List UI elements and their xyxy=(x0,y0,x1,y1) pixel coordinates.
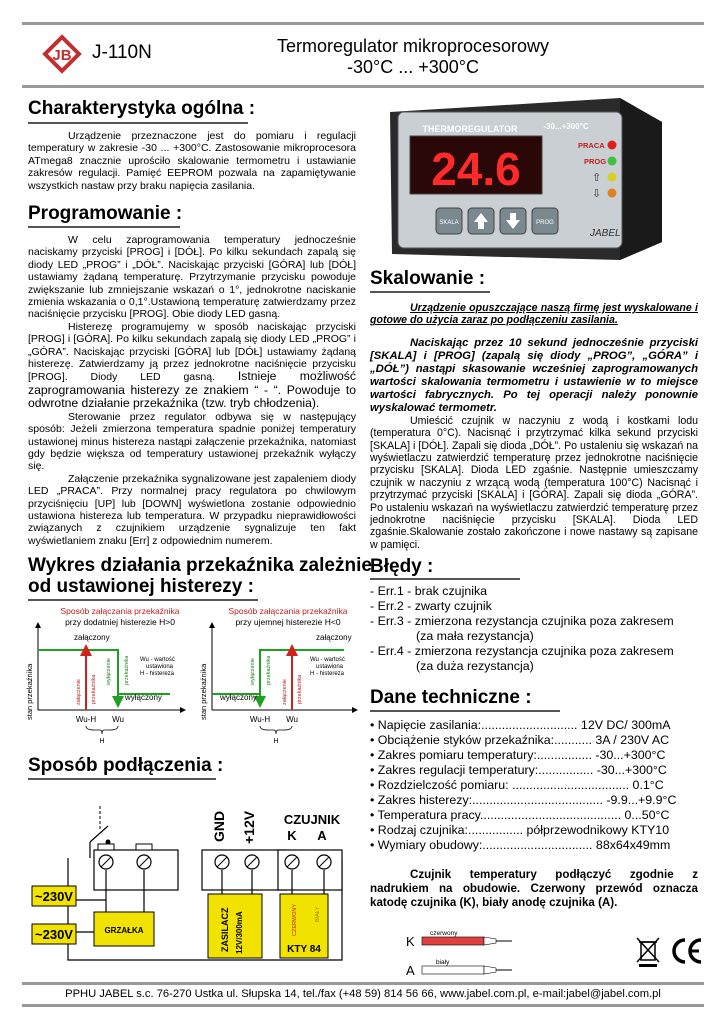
page-title-line2: -30°C ... +300°C xyxy=(347,57,479,77)
wire-red-text: czerwony xyxy=(430,930,458,937)
panel-title: THERMOREGULATOR xyxy=(422,124,518,134)
section-title-general: Charakterystyka ogólna : xyxy=(28,98,256,119)
left-y-label: stan przekaźnika xyxy=(25,663,34,720)
left-legend3: H - histereza xyxy=(140,671,175,677)
model-name: J-110N xyxy=(92,42,152,63)
scale-button-label: SKALA xyxy=(439,220,459,226)
led-down xyxy=(608,189,617,198)
left-legend1: Wu - wartość xyxy=(140,657,175,663)
left-on-label: załączony xyxy=(74,633,110,642)
left-arrow-off2: przekaźnika xyxy=(124,655,130,685)
psu-label2: 12V/300mA xyxy=(235,911,244,954)
scale-button[interactable] xyxy=(436,208,462,234)
sensor-wires xyxy=(400,922,520,980)
wire-k-label: K xyxy=(406,934,415,949)
section-title-programming: Programowanie : xyxy=(28,203,183,224)
error-item-detail: (za mała rezystancja) xyxy=(416,629,534,643)
left-arrow-on2: przekaźnika xyxy=(91,674,97,704)
right-off-label: wyłączony xyxy=(220,693,257,702)
right-arrow-on2: przekaźnika xyxy=(297,674,303,704)
tech-item: • Rodzaj czujnika:................ półprzewodnikowy KTY10 xyxy=(370,823,670,837)
tech-item: • Rozdzielczość pomiaru: .................................. 0.1°C xyxy=(370,778,664,792)
led-prog xyxy=(608,157,617,166)
temperature-display: 24.6 xyxy=(431,143,521,195)
left-arrow-off1: wyłączenie xyxy=(106,658,112,685)
logo-text: JB xyxy=(52,47,72,64)
errors-list xyxy=(370,584,674,674)
left-legend2: ustawiona xyxy=(146,664,174,670)
right-arrow-off2: przekaźnika xyxy=(266,655,272,685)
led-prog-label: PROG xyxy=(584,157,607,166)
section-title-errors: Błędy : xyxy=(370,556,434,577)
wire-white-text: biały xyxy=(436,959,450,966)
down-button[interactable] xyxy=(500,208,526,234)
right-on-label: załączony xyxy=(316,633,352,642)
section-title-wiring: Sposób podłączenia : xyxy=(28,755,224,776)
error-item: - Err.4 - zmierzona rezystancja czujnika poza zakresem xyxy=(370,644,674,658)
right-legend1: Wu - wartość xyxy=(310,657,345,663)
scaling-text: Urządzenie opuszczające naszą firmę jest wyskalowane i gotowe do użycia zaraz po podłączeniu zasilania. Naciskając przez 10 sekund jednocześnie przyciski [SKALA] i [PROG] (zapalą się diody „PROG”, „GÓRA” i „DÓŁ”) nastąpi skasowanie wcześniej zaprogramowanych wartości skalowania termometru i ustawienie w to miejsce wartości fabrycznych. Po tej operacji należy ponownie wyskalować termometr. Umieścić czujnik w naczyniu z wodą i kostkami lodu (temperatura 0°C). Nacisnąć i przytrzymać kilka sekund przyciski [SKALA] i [DÓŁ]. Zapali się dioda „DÓŁ”. Po ustaleniu się wskazań na wyświetlaczu zatwierdzić temperaturę przez jednokrotne naciśnięcie przycisku [SKALA]. Dioda LED zgaśnie. Następnie umieszczamy czujnik w naczyniu z wrzącą wodą (temperatura 100°C) Nacisnąć i przytrzymać przyciski [SKALA] i [GÓRA]. Zapali się dioda „GÓRA”. Po ustaleniu wskazań na wyświetlaczu zatwierdzić temperaturę przez jednokrotne naciśnięcie przycisku [SKALA]. Dioda LED zgaśnie.Skalowanie zostało zakończone i nowe nastawy są zapisane w pamięci. xyxy=(370,302,698,551)
wire-white-label: BIAŁY xyxy=(315,906,321,922)
psu-label1: ZASILACZ xyxy=(220,907,230,952)
page-title-line1: Termoregulator mikroprocesorowy xyxy=(276,36,550,56)
prog-button[interactable] xyxy=(532,208,558,234)
up-arrow-icon: ⇧ xyxy=(592,172,602,184)
panel-range: -30...+300°C xyxy=(543,122,589,131)
logo xyxy=(42,34,82,74)
right-legend3: H - histereza xyxy=(310,671,345,677)
error-item: - Err.1 - brak czujnika xyxy=(370,584,488,598)
section-title-scaling: Skalowanie : xyxy=(370,268,486,289)
left-caption1: Sposób załączania przekaźnika xyxy=(60,606,180,616)
mains1-label: ~230V xyxy=(35,889,73,904)
sensor-k-label: K xyxy=(287,828,297,843)
right-tick-wu: Wu xyxy=(286,715,298,724)
tech-list xyxy=(370,718,676,853)
mains2-label: ~230V xyxy=(35,927,73,942)
down-arrow-icon: ⇩ xyxy=(592,188,602,200)
sensor-a-label: A xyxy=(317,828,327,843)
tech-item: • Zakres histerezy:...................................... -9.9...+9.9°C xyxy=(370,793,677,807)
tech-item: • Temperatura pracy......................................... 0...50°C xyxy=(370,808,670,822)
left-arrow-on1: załączenie xyxy=(76,679,82,705)
led-up xyxy=(608,173,617,182)
right-caption2: przy ujemnej histerezie H<0 xyxy=(235,617,341,627)
gnd-label: GND xyxy=(211,810,227,842)
tech-item: • Zakres regulacji temperatury:................ -30...+300°C xyxy=(370,763,667,777)
right-arrow-on1: załączenie xyxy=(282,679,288,705)
led-work xyxy=(608,141,617,150)
left-caption2: przy dodatniej histerezie H>0 xyxy=(65,617,175,627)
error-item-detail: (za duża rezystancja) xyxy=(416,659,534,673)
weee-bin-icon xyxy=(634,934,662,968)
right-y-label: stan przekaźnika xyxy=(199,663,208,720)
led-work-label: PRACA xyxy=(578,141,605,150)
programming-text: W celu zaprogramowania temperatury jednocześnie naciskamy przyciski [PROG] i [DÓŁ]. Po kilku sekundach zapalą się diody LED „PROG” i „DÓŁ”. Naciskając przyciski [GÓRA] lub [DÓŁ] ustawiamy żądaną temperaturę. Przytrzymanie przycisku powoduje zwiększanie lub zmniejszanie wskazań o 1°, jednokrotne naciskanie zmienia wskazania o 0,1°.Ustawioną temperaturę zatwierdzamy przez naciśnięcie przycisku [PROG]. Obie diody LED gasną. Histerezę programujemy w sposób naciskając przyciski [PROG] i [GÓRA]. Po kilku sekundach zapalą się diody LED „PROG” i „GÓRA”. Naciskając przyciski [GÓRA] lub [DÓŁ] ustawiamy żądaną histerezę. Zatwierdzamy ją przez jednokrotne naciśnięcie przycisku [PROG]. Diody LED gasną. Istnieje możliwość zaprogramowania histerezy ze znakiem “ - “. Powoduje to odwrotne działanie przekaźnika (tzw. tryb chłodzenia). Sterowanie przez regulator odbywa się w następujący sposób: Jeżeli zmierzona temperatura spadnie poniżej temperatury ustawionej minus histereza nastąpi załączenie przekaźnika, natomiast gdy będzie większa od temperatury ustawionej przekaźnik wyłączy się. Załączenie przekaźnika sygnalizowane jest zapaleniem diody LED „PRACA”. Przy normalnej pracy regulatora po chwilowym przyciśnięciu [UP] lub [DOWN] wyświetlona zostanie odpowiednio ustawiona histereza lub temperatura. W przypadku nieprawidłowości związanych z czujnikiem urządzenie sygnalizuje ten fakt wyświetlaniem znaku [Err] z odpowiednim numerem. xyxy=(28,234,356,547)
left-off-label: wyłączony xyxy=(125,693,162,702)
sensor-label: CZUJNIK xyxy=(283,812,341,827)
tech-item: • Obciążenie styków przekaźnika:........... 3A / 230V AC xyxy=(370,733,670,747)
error-item: - Err.3 - zmierzona rezystancja czujnika poza zakresem xyxy=(370,614,674,628)
right-arrow-off1: wyłączenie xyxy=(250,658,256,685)
relay-charts xyxy=(20,600,360,750)
wire-a-label: A xyxy=(406,963,415,978)
ce-mark-icon xyxy=(668,934,704,968)
device-photo xyxy=(370,92,670,262)
left-tick-wuh: Wu-H xyxy=(75,715,97,724)
footer-text: PPHU JABEL s.c. 76-270 Ustka ul. Słupska 14, tel./fax (+48 59) 814 56 66, www.jabel.com.pl, e-mail:jabel@jabel.com.pl xyxy=(65,988,661,1000)
right-tick-h: H xyxy=(273,738,279,745)
wire-red-label: CZERWONY xyxy=(292,904,298,936)
section-title-tech: Dane techniczne : xyxy=(370,687,532,708)
up-button[interactable] xyxy=(468,208,494,234)
general-text: Urządzenie przeznaczone jest do pomiaru i regulacji temperatury w zakresie -30 ... +300°C. Zastosowanie mikroprocesora ATmega8 znacznie uprościło skalowanie termometru i ustawianie zakresów regulacji. Pamięć EEPROM pozwala na zapamiętywanie wszystkich nastaw przy braku napięcia zasilania. xyxy=(28,130,356,192)
v12-label: +12V xyxy=(241,810,257,844)
section-title-relay-chart: Wykres działania przekaźnika zależnie od ustawionej histerezy : xyxy=(28,555,372,597)
left-tick-wu: Wu xyxy=(112,715,124,724)
right-caption1: Sposób załączania przekaźnika xyxy=(228,606,348,616)
tech-item: • Wymiary obudowy:................................ 88x64x49mm xyxy=(370,838,671,852)
right-tick-wuh: Wu-H xyxy=(249,715,271,724)
wiring-diagram xyxy=(28,782,358,972)
tech-item: • Zakres pomiaru temperatury:................ -30...+300°C xyxy=(370,748,666,762)
sensor-model-label: KTY 84 xyxy=(287,944,321,955)
prog-button-label: PROG xyxy=(536,220,554,226)
error-item: - Err.2 - zwarty czujnik xyxy=(370,599,492,613)
tech-item: • Napięcie zasilania:............................ 12V DC/ 300mA xyxy=(370,718,671,732)
heater-label: GRZAŁKA xyxy=(104,926,144,935)
brand-label: JABEL xyxy=(590,228,621,239)
right-legend2: ustawiona xyxy=(316,664,344,670)
sensor-note: Czujnik temperatury podłączyć zgodnie z nadrukiem na obudowie. Czerwony przewód oznacza katodę czujnika (K), biały anodę czujnika (A). xyxy=(370,868,698,909)
left-tick-h: H xyxy=(99,738,105,745)
